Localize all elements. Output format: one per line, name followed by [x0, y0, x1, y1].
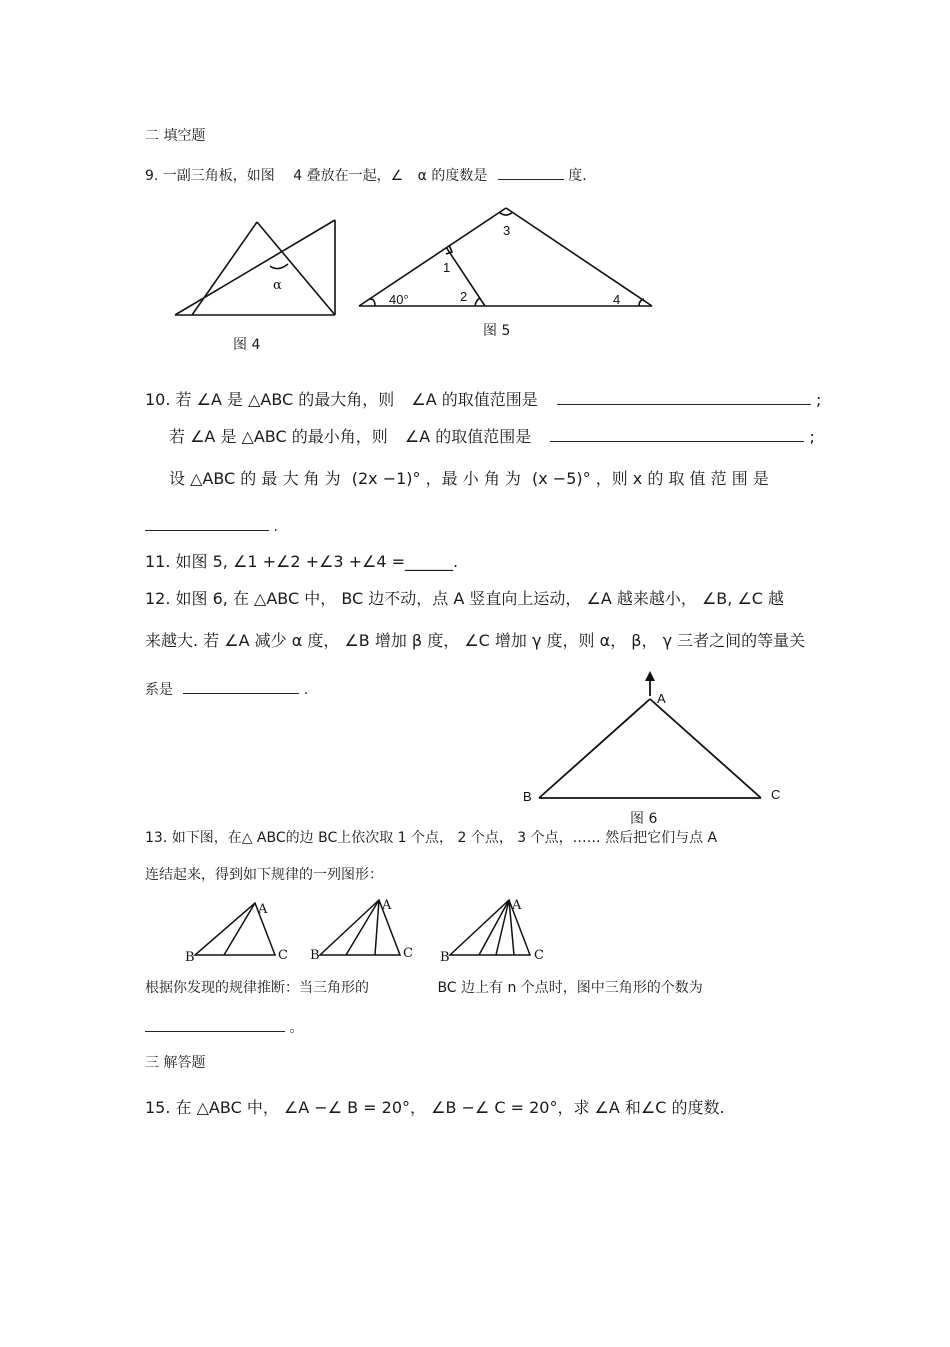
figure-5-caption: 图 5 — [483, 323, 511, 339]
answer-blank — [498, 165, 564, 180]
figure-6-caption: 图 6 — [630, 811, 658, 827]
question-12-line3: 系是 . — [145, 679, 308, 699]
figure-13-series — [183, 895, 553, 965]
answer-blank — [183, 679, 299, 694]
question-11: 11. 如图 5, ∠1 +∠2 +∠3 +∠4 =______. — [145, 552, 459, 571]
answer-blank — [557, 390, 811, 405]
figure-6 — [520, 668, 790, 808]
figure-4 — [170, 212, 340, 322]
question-13-line4: 。 — [145, 1017, 303, 1037]
vertex-a-label: A — [657, 691, 666, 706]
t2-a-label: A — [382, 898, 392, 913]
angle-1-label: 1 — [443, 260, 451, 275]
t3-b-label: B — [440, 950, 450, 965]
angle-4-label: 4 — [613, 292, 621, 307]
answer-blank — [550, 427, 804, 442]
t1-b-label: B — [185, 950, 195, 965]
question-9: 9. 一副三角板，如图 4 叠放在一起，∠ α 的度数是 度. — [145, 165, 587, 185]
question-10-line3: 设 △ABC 的 最 大 角 为 (2x −1)° ，最 小 角 为 (x −5)° ，则 x 的 取 值 范 围 是 — [169, 469, 769, 488]
question-15: 15. 在 △ABC 中， ∠A −∠ B = 20°， ∠B −∠ C = 20°，求 ∠A 和∠C 的度数. — [145, 1098, 725, 1117]
t3-a-label: A — [512, 898, 522, 913]
question-13-line2: 连结起来，得到如下规律的一列图形： — [145, 867, 383, 883]
answer-blank — [145, 1017, 285, 1032]
question-12-line2: 来越大. 若 ∠A 减少 α 度， ∠B 增加 β 度， ∠C 增加 γ 度，则 α， β， γ 三者之间的等量关 — [145, 631, 806, 650]
section-heading-fill-in: 二 填空题 — [145, 128, 206, 144]
t3-c-label: C — [534, 948, 544, 963]
figure-5 — [355, 202, 655, 312]
alpha-label: α — [273, 278, 282, 293]
question-10-line1: 10. 若 ∠A 是 △ABC 的最大角，则 ∠A 的取值范围是 ; — [145, 390, 822, 409]
angle-3-label: 3 — [503, 223, 511, 238]
question-13-line1: 13. 如下图，在△ ABC的边 BC上依次取 1 个点， 2 个点， 3 个点，…… 然后把它们与点 A — [145, 830, 718, 846]
answer-blank — [145, 516, 269, 531]
question-10-line2: 若 ∠A 是 △ABC 的最小角，则 ∠A 的取值范围是 ; — [169, 427, 815, 446]
angle-2-label: 2 — [460, 289, 468, 304]
t1-c-label: C — [278, 948, 288, 963]
question-13-line3: 根据你发现的规律推断：当三角形的 BC 边上有 n 个点时，图中三角形的个数为 — [145, 980, 703, 996]
question-12-line1: 12. 如图 6, 在 △ABC 中， BC 边不动，点 A 竖直向上运动， ∠A 越来越小， ∠B, ∠C 越 — [145, 589, 785, 608]
vertex-c-label: C — [771, 787, 781, 802]
up-arrow-icon — [645, 671, 655, 681]
question-10-line4: . — [145, 516, 278, 536]
section-heading-answer: 三 解答题 — [145, 1055, 206, 1071]
figure-4-caption: 图 4 — [233, 337, 261, 353]
t1-a-label: A — [258, 902, 268, 917]
t2-b-label: B — [310, 948, 320, 963]
angle-40-label: 40° — [389, 292, 409, 307]
vertex-b-label: B — [523, 789, 532, 804]
t2-c-label: C — [403, 946, 413, 961]
